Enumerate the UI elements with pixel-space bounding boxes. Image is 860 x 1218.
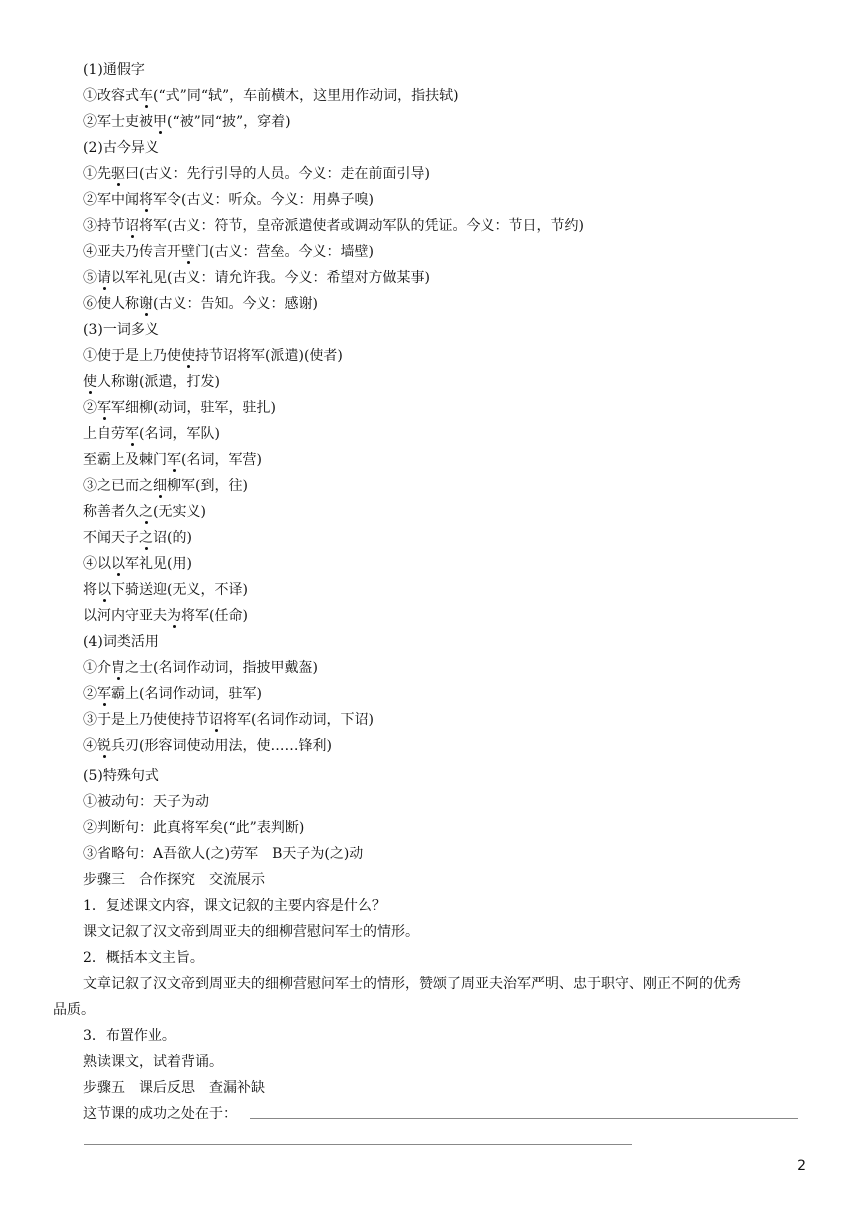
text-line: ②军士吏被甲(“被”同“披”，穿着) [83, 114, 291, 130]
text-line: 使人称谢(派遣，打发) [83, 374, 220, 390]
text-line: 文章记叙了汉文帝到周亚夫的细柳营慰问军士的情形，赞颂了周亚夫治军严明、忠于职守、刚正不阿的优秀 [83, 976, 741, 992]
text-line: 步骤五 课后反思 查漏补缺 [83, 1080, 265, 1096]
text-line: 1．复述课文内容，课文记叙的主要内容是什么？ [83, 898, 386, 914]
text-line: 以河内守亚夫为将军(任命) [83, 608, 248, 624]
text-line: ②军军细柳(动词，驻军，驻扎) [83, 400, 276, 416]
text-line: 品质。 [53, 1002, 95, 1018]
text-line: (4)词类活用 [83, 634, 159, 650]
text-line: 3．布置作业。 [83, 1028, 176, 1044]
text-line: 步骤三 合作探究 交流展示 [83, 872, 265, 888]
text-line: ⑤请以军礼见(古义：请允许我。今义：希望对方做某事) [83, 270, 430, 286]
text-line: ③省略句：A吾欲人(之)劳军 B天子为(之)动 [83, 846, 364, 862]
text-line: ③于是上乃使使持节诏将军(名词作动词，下诏) [83, 712, 374, 728]
text-line: ①改容式车(“式”同“轼”，车前横木，这里用作动词，指扶轼) [83, 88, 459, 104]
text-line: (3)一词多义 [83, 322, 159, 338]
page-number: 2 [797, 1158, 806, 1174]
text-line: ③之已而之细柳军(到，往) [83, 478, 248, 494]
text-line: ②判断句：此真将军矣(“此”表判断) [83, 820, 305, 836]
text-line: ①使于是上乃使使持节诏将军(派遣)(使者) [83, 348, 343, 364]
answer-line-1 [250, 1118, 798, 1119]
text-line: ③持节诏将军(古义：符节，皇帝派遣使者或调动军队的凭证。今义：节日，节约) [83, 218, 584, 234]
text-line: 将以下骑送迎(无义，不译) [83, 582, 248, 598]
text-line: ⑥使人称谢(古义：告知。今义：感谢) [83, 296, 318, 312]
text-line: 这节课的成功之处在于： [83, 1106, 237, 1122]
text-line: ①被动句：天子为动 [83, 794, 209, 810]
text-line: 熟读课文，试着背诵。 [83, 1054, 223, 1070]
text-line: ②军霸上(名词作动词，驻军) [83, 686, 262, 702]
text-line: 称善者久之(无实义) [83, 504, 206, 520]
text-line: 2．概括本文主旨。 [83, 950, 204, 966]
text-line: 上自劳军(名词，军队) [83, 426, 220, 442]
text-line: ④锐兵刃(形容词使动用法，使……锋利) [83, 738, 332, 754]
text-line: (2)古今异义 [83, 140, 159, 156]
text-line: ④亚夫乃传言开壁门(古义：营垒。今义：墙壁) [83, 244, 374, 260]
text-line: 至霸上及棘门军(名词，军营) [83, 452, 262, 468]
text-line: ①先驱曰(古义：先行引导的人员。今义：走在前面引导) [83, 166, 430, 182]
text-line: (1)通假字 [83, 62, 145, 78]
text-line: ④以以军礼见(用) [83, 556, 192, 572]
text-line: ②军中闻将军令(古义：听众。今义：用鼻子嗅) [83, 192, 374, 208]
text-line: ①介胄之士(名词作动词，指披甲戴盔) [83, 660, 318, 676]
text-line: 不闻天子之诏(的) [83, 530, 192, 546]
answer-line-2 [84, 1144, 632, 1145]
text-line: 课文记叙了汉文帝到周亚夫的细柳营慰问军士的情形。 [83, 924, 419, 940]
text-line: (5)特殊句式 [83, 768, 159, 784]
